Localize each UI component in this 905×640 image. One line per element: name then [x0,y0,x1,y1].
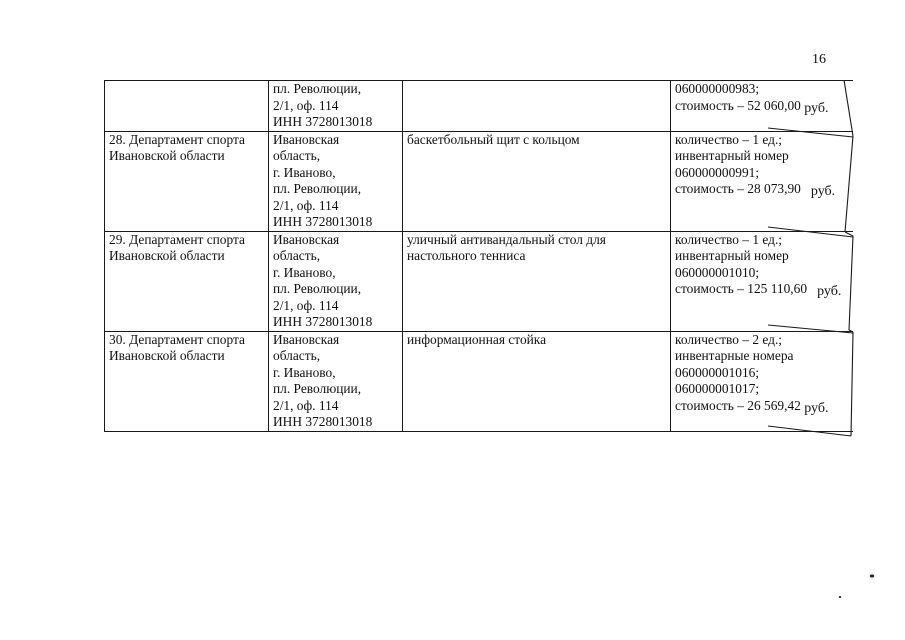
cell-line: настольного тенниса [407,248,526,263]
cell-line: 29. Департамент спорта [109,231,245,247]
item-cell [403,81,671,132]
cell-line: 060000000991; [675,164,760,180]
table-row [105,331,854,431]
cell-line: 060000001017; [675,381,760,396]
owner-cell [105,331,269,431]
table-row [105,131,854,231]
cell-line: 2/1, оф. 114 [273,297,339,313]
address-cell [269,81,403,132]
cell-line: г. Иваново, [273,164,336,180]
cell-line: уличный антивандальный стол для [407,231,606,247]
cell-line: количество – 1 ед.; [675,231,783,247]
cell-line: Ивановская [273,331,340,347]
cell-line: область, [273,248,321,263]
item-cell [403,131,671,231]
cell-line: 2/1, оф. 114 [273,397,339,413]
owner-cell [105,131,269,231]
cell-line: Ивановской области [109,248,225,263]
cell-line: инвентарные номера [675,348,794,363]
cost-line [675,181,849,199]
cell-line: инвентарный номер [675,148,789,163]
cell-line: ИНН 3728013018 [273,314,373,329]
scan-speck [870,575,874,578]
property-table [104,80,853,432]
cell-line: количество – 2 ед.; [675,331,783,347]
cell-line: пл. Революции, [273,181,362,196]
cell-line: ИНН 3728013018 [273,214,373,229]
info-cell [671,81,854,132]
cell-line: Ивановской области [109,148,225,163]
cell-line: г. Иваново, [273,364,336,380]
cell-line: Ивановской области [109,348,225,363]
cell-line: Ивановская [273,131,340,147]
table-row [105,81,854,132]
currency-label: руб. [804,100,829,116]
item-cell [403,231,671,331]
cell-line: область, [273,348,321,363]
address-cell [269,131,403,231]
cell-line: г. Иваново, [273,264,336,280]
cell-line: пл. Революции, [273,381,362,396]
currency-label: руб. [804,400,829,416]
cell-line: Ивановская [273,231,340,247]
address-cell [269,231,403,331]
cell-line: 060000000983; [675,81,760,96]
cell-line: 2/1, оф. 114 [273,97,339,113]
cell-line: 28. Департамент спорта [109,131,245,147]
cell-line: информационная стойка [407,331,547,347]
scan-speck [839,596,842,598]
page-number: 16 [812,52,826,67]
table-row [105,231,854,331]
cost-line [675,398,849,416]
owner-cell [105,81,269,132]
info-cell [671,331,854,431]
cell-line: пл. Революции, [273,81,362,96]
currency-label: руб. [810,184,836,199]
cell-line: ИНН 3728013018 [273,414,373,429]
cell-line: количество – 1 ед.; [675,131,783,147]
cell-line: пл. Революции, [273,281,362,296]
cost-value: стоимость – 125 110,60 [675,281,808,296]
item-cell [403,331,671,431]
cost-value: стоимость – 28 073,90 [675,181,801,196]
cell-line: баскетбольный щит с кольцом [407,131,580,147]
cell-line: 30. Департамент спорта [109,331,245,347]
cell-line: 060000001010; [675,264,760,280]
cost-value: стоимость – 26 569,42 [675,397,801,413]
cost-value: стоимость – 52 060,00 [675,97,801,113]
cell-line: 2/1, оф. 114 [273,197,339,213]
cost-line [675,98,849,116]
cell-line: ИНН 3728013018 [273,114,373,129]
info-cell [671,131,854,231]
cell-line: инвентарный номер [675,248,789,263]
owner-cell [105,231,269,331]
currency-label: руб. [817,284,842,299]
cell-line: 060000001016; [675,364,760,380]
address-cell [269,331,403,431]
cost-line [675,281,849,299]
cell-line: область, [273,148,321,163]
info-cell [671,231,854,331]
